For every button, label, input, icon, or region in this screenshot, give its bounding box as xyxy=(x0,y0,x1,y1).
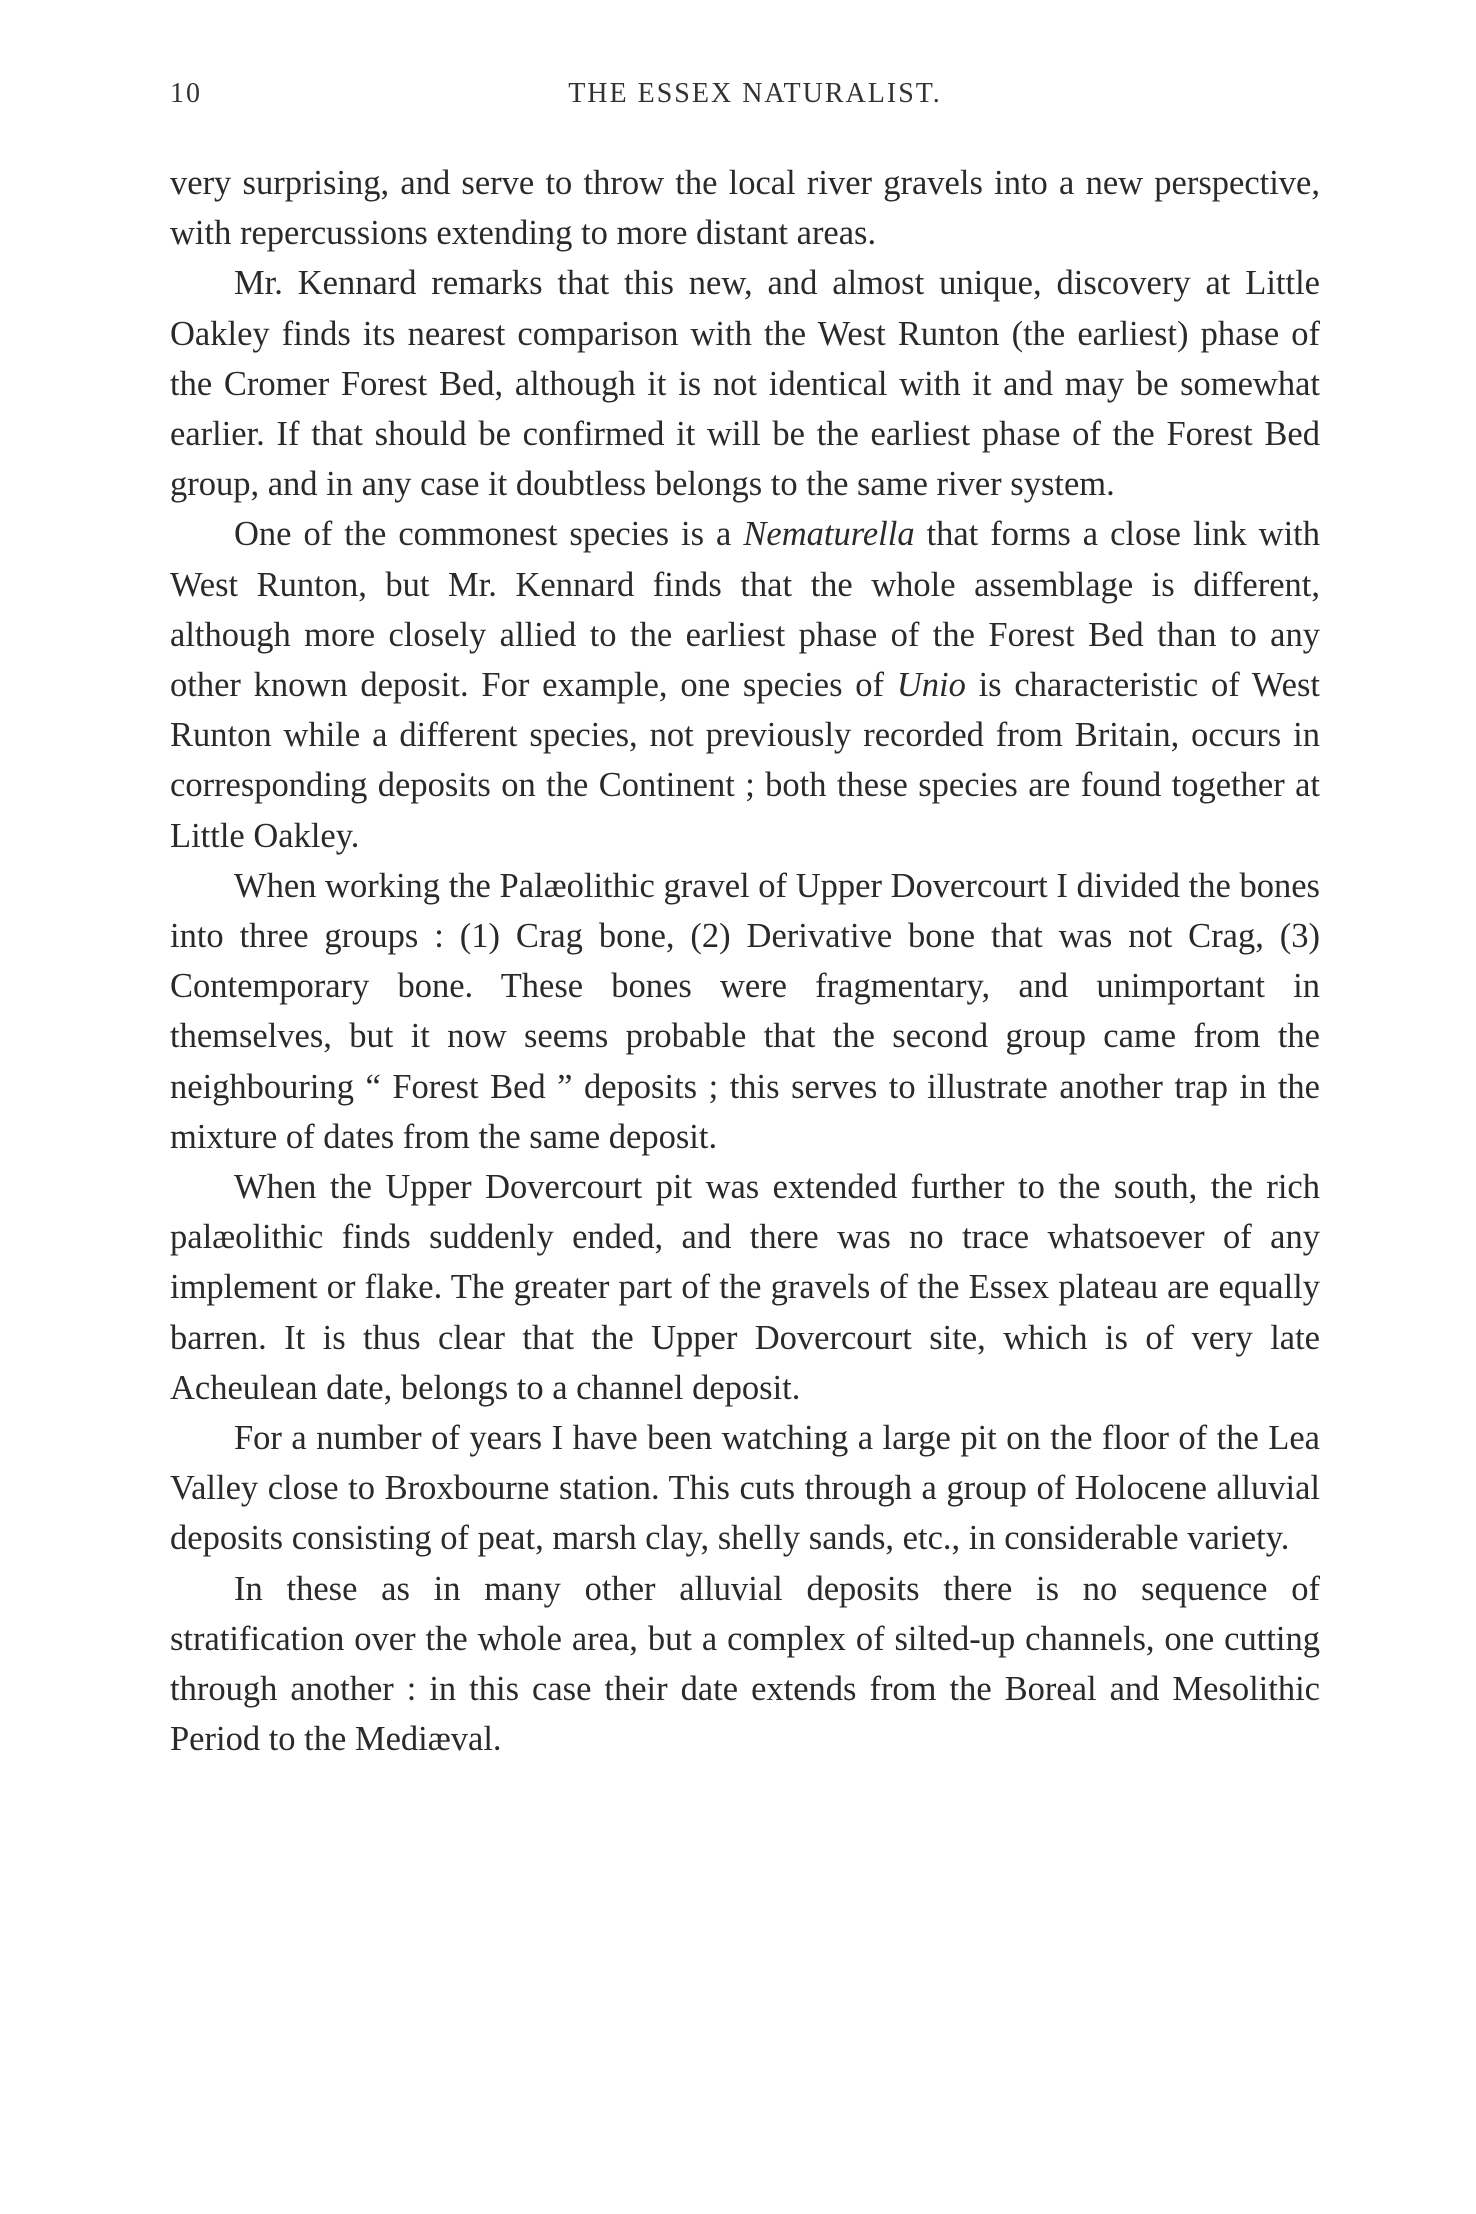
paragraph xyxy=(170,861,1320,1162)
text-run: One of the commonest species is a xyxy=(234,515,744,554)
paragraph xyxy=(170,1413,1320,1564)
page-number: 10 xyxy=(170,78,202,109)
italic-taxon: Nematurella xyxy=(743,515,915,554)
text-run: very surprising, and serve to throw the local river gravels into a new perspective, with repercussions extending to more distant areas. xyxy=(170,164,1320,253)
text-run: is characteristic of West Runton while a different species, not previously recorded from Britain, occurs in corresponding deposits on the Continent ; both these species are found together at Little Oakley. xyxy=(170,666,1320,855)
italic-taxon: Unio xyxy=(896,666,966,705)
text-run: In these as in many other alluvial deposits there is no sequence of stratification over the whole area, but a complex of silted-up channels, one cutting through another : in this case their date extends from the Boreal and Mesolithic Period to the Mediæval. xyxy=(170,1569,1320,1759)
text-run: When the Upper Dovercourt pit was extended further to the south, the rich palæolithic finds suddenly ended, and there was no trace whatsoever of any implement or flake. The greater part of the gravels of the Essex plateau are equally barren. It is thus clear that the Upper Dovercourt site, which is of very late Acheulean date, belongs to a channel deposit. xyxy=(170,1168,1320,1407)
paragraph xyxy=(170,158,1320,258)
text-run: For a number of years I have been watching a large pit on the floor of the Lea Valley close to Broxbourne station. This cuts through a group of Holocene alluvial deposits consisting of peat, marsh clay, shelly sands, etc., in considerable variety. xyxy=(170,1419,1320,1558)
text-run: that forms a close link with West Runton, but Mr. Kennard finds that the whole assemblage is different, although more closely allied to the earliest phase of the Forest Bed than to any other known deposit. For example, one species of xyxy=(170,515,1320,705)
running-head xyxy=(170,78,1320,122)
paragraph xyxy=(170,1162,1320,1413)
paragraph xyxy=(170,258,1320,509)
book-page xyxy=(170,78,1320,1765)
paragraph xyxy=(170,1564,1320,1765)
running-title: THE ESSEX NATURALIST. xyxy=(568,78,942,109)
paragraph xyxy=(170,509,1320,860)
body-text xyxy=(170,158,1320,1765)
text-run: When working the Palæolithic gravel of Upper Dovercourt I divided the bones into three groups : (1) Crag bone, (2) Derivative bone that was not Crag, (3) Contemporary bone. These bones were fragmentary, and unimportant in themselves, but it now seems probable that the second group came from the neighbouring “ Forest Bed ” deposits ; this serves to illustrate another trap in the mixture of dates from the same deposit. xyxy=(170,866,1320,1156)
text-run: Mr. Kennard remarks that this new, and almost unique, discovery at Little Oakley finds its nearest comparison with the West Runton (the earliest) phase of the Cromer Forest Bed, although it is not identical with it and may be somewhat earlier. If that should be confirmed it will be the earliest phase of the Forest Bed group, and in any case it doubtless belongs to the same river system. xyxy=(170,264,1320,504)
